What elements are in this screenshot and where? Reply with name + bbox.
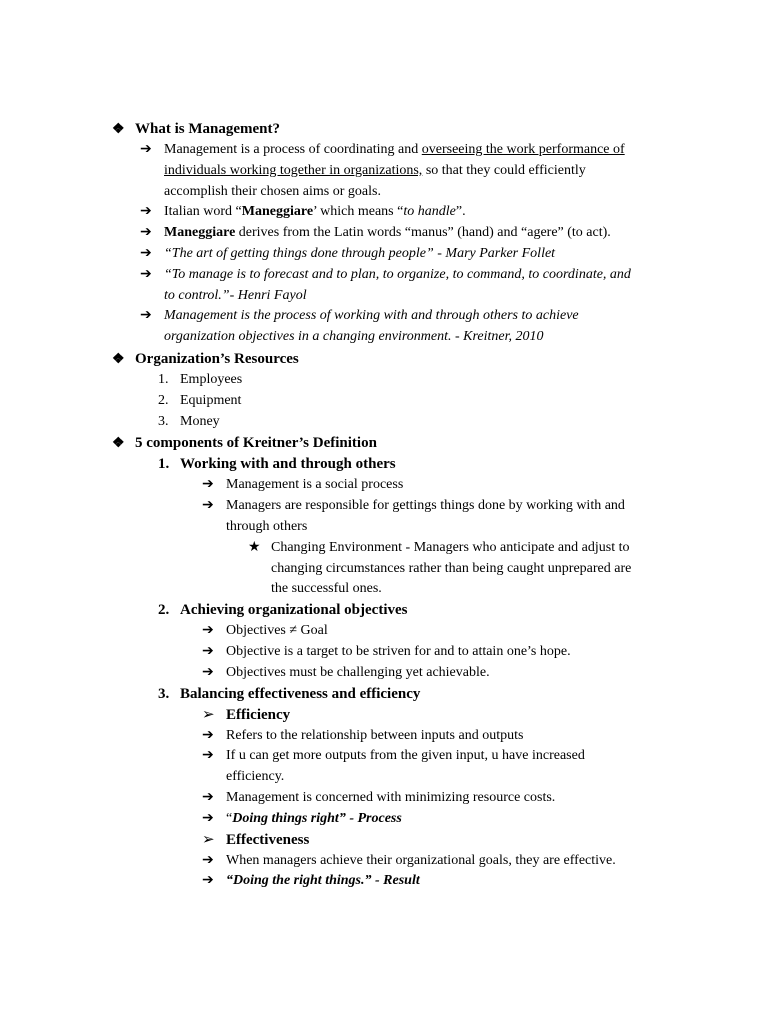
list-item (112, 496, 672, 517)
subheading-efficiency (112, 705, 672, 726)
item-text: Italian word “ (164, 204, 242, 220)
item-number: 3. (158, 413, 169, 429)
item-number: 2. (158, 392, 169, 408)
list-item (112, 809, 672, 830)
arrow-bullet-icon: ➔ (202, 623, 214, 639)
arrow-bullet-icon: ➔ (202, 873, 214, 889)
list-item (112, 642, 672, 663)
list-item-continuation (112, 517, 672, 538)
item-text: derives from the Latin words “manus” (hand) and “agere” (to act). (235, 225, 611, 241)
item-text: If u can get more outputs from the given input, u have increased (226, 748, 585, 764)
heading-text: Organization’s Resources (135, 350, 299, 367)
arrow-bullet-icon: ➔ (140, 204, 152, 220)
star-bullet-icon: ★ (248, 539, 261, 555)
subheading-text: Effectiveness (226, 831, 310, 848)
list-item (112, 851, 672, 872)
diamond-bullet-icon: ❖ (112, 122, 125, 137)
heading-text: 5 components of Kreitner’s Definition (135, 435, 377, 452)
item-text: When managers achieve their organizational goals, they are effective. (226, 852, 616, 868)
list-item (112, 475, 672, 496)
heading-organization-resources (112, 349, 672, 370)
item-text: the successful ones. (271, 581, 382, 597)
arrow-bullet-icon: ➔ (202, 643, 214, 659)
arrow-bullet-icon: ➔ (202, 748, 214, 764)
quote-text: “Doing the right things.” - Result (226, 873, 420, 889)
item-text: Management is concerned with minimizing resource costs. (226, 789, 556, 805)
item-text: through others (226, 518, 308, 534)
item-text: so that they could efficiently (422, 162, 586, 178)
list-item (112, 265, 672, 286)
component-title: Working with and through others (180, 456, 396, 473)
item-number: 1. (158, 371, 169, 387)
heading-what-is-management (112, 119, 672, 140)
list-item (112, 140, 672, 161)
list-item-continuation (112, 182, 672, 203)
list-item (112, 202, 672, 223)
list-item-continuation (112, 579, 672, 600)
item-text: Employees (180, 371, 243, 387)
arrow-bullet-icon: ➔ (202, 810, 214, 826)
quote-text: “To manage is to forecast and to plan, to organize, to command, to coordinate, and (164, 266, 631, 282)
quote-text: to control.”- Henri Fayol (164, 287, 307, 303)
bold-term: Maneggiare (241, 204, 314, 220)
diamond-bullet-icon: ❖ (112, 436, 125, 452)
heading-text: What is Management? (135, 121, 280, 137)
list-item-continuation (112, 767, 672, 788)
arrow-bullet-icon: ➔ (202, 664, 214, 680)
numbered-item (112, 412, 672, 433)
arrow-bullet-icon: ➔ (140, 225, 152, 241)
item-text: Money (180, 413, 220, 429)
arrow-bullet-icon: ➔ (140, 245, 152, 261)
component-number: 3. (158, 685, 170, 702)
item-text: Objective is a target to be striven for and to attain one’s hope. (226, 643, 571, 659)
item-text: Objectives ≠ Goal (226, 623, 328, 639)
underlined-text: overseeing the work performance of (421, 142, 625, 157)
heading-kreitner-components (112, 433, 672, 454)
quote-text: Management is the process of working with and through others to achieve (164, 308, 579, 324)
list-item-continuation (112, 559, 672, 580)
list-item (112, 663, 672, 684)
item-text: changing circumstances rather than being caught unprepared are (271, 560, 632, 576)
item-text: ’ which means “ (313, 204, 404, 220)
component-number: 2. (158, 602, 170, 619)
component-number: 1. (158, 456, 170, 473)
arrow-bullet-icon: ➔ (202, 852, 214, 868)
list-item-continuation (112, 286, 672, 307)
list-item (112, 788, 672, 809)
list-item (112, 244, 672, 265)
document-body (112, 118, 672, 892)
chevron-bullet-icon: ➢ (202, 831, 215, 848)
subheading-text: Efficiency (226, 706, 291, 723)
item-text: accomplish their chosen aims or goals. (164, 183, 381, 199)
list-item-continuation (112, 327, 672, 348)
list-item (112, 726, 672, 747)
subheading-effectiveness (112, 830, 672, 851)
item-text: “ (226, 810, 233, 826)
list-item (112, 538, 672, 559)
chevron-bullet-icon: ➢ (202, 706, 215, 723)
numbered-item (112, 370, 672, 391)
arrow-bullet-icon: ➔ (202, 498, 214, 514)
component-title: Achieving organizational objectives (180, 602, 408, 619)
arrow-bullet-icon: ➔ (202, 789, 214, 805)
item-text: efficiency. (226, 769, 285, 785)
component-heading (112, 600, 672, 621)
component-title: Balancing effectiveness and efficiency (180, 685, 421, 702)
list-item (112, 223, 672, 244)
list-item (112, 306, 672, 327)
list-item (112, 871, 672, 892)
list-item (112, 746, 672, 767)
item-text: ”. (455, 204, 466, 220)
arrow-bullet-icon: ➔ (140, 266, 152, 282)
arrow-bullet-icon: ➔ (140, 142, 152, 157)
quote-text: “The art of getting things done through people” - Mary Parker Follet (164, 245, 556, 261)
quote-text: Doing things right” - Process (232, 810, 402, 826)
diamond-bullet-icon: ❖ (112, 351, 125, 367)
arrow-bullet-icon: ➔ (202, 727, 214, 743)
item-text: Objectives must be challenging yet achievable. (226, 664, 490, 680)
numbered-item (112, 391, 672, 412)
component-heading (112, 684, 672, 705)
item-text: Refers to the relationship between inputs and outputs (226, 727, 524, 743)
item-text: Equipment (180, 392, 242, 408)
item-text: Management is a social process (226, 477, 404, 493)
list-item (112, 621, 672, 642)
item-text: Managers are responsible for gettings things done by working with and (226, 498, 625, 514)
item-text: Management is a process of coordinating and (164, 142, 422, 157)
bold-term: Maneggiare (164, 225, 236, 241)
quote-text: organization objectives in a changing environment. - Kreitner, 2010 (164, 329, 544, 345)
list-item-continuation (112, 161, 672, 182)
component-heading (112, 454, 672, 475)
item-text: Changing Environment - Managers who anticipate and adjust to (271, 539, 630, 555)
arrow-bullet-icon: ➔ (140, 308, 152, 324)
underlined-text: individuals working together in organizations, (164, 162, 423, 178)
italic-text: to handle (403, 204, 456, 220)
arrow-bullet-icon: ➔ (202, 477, 214, 493)
